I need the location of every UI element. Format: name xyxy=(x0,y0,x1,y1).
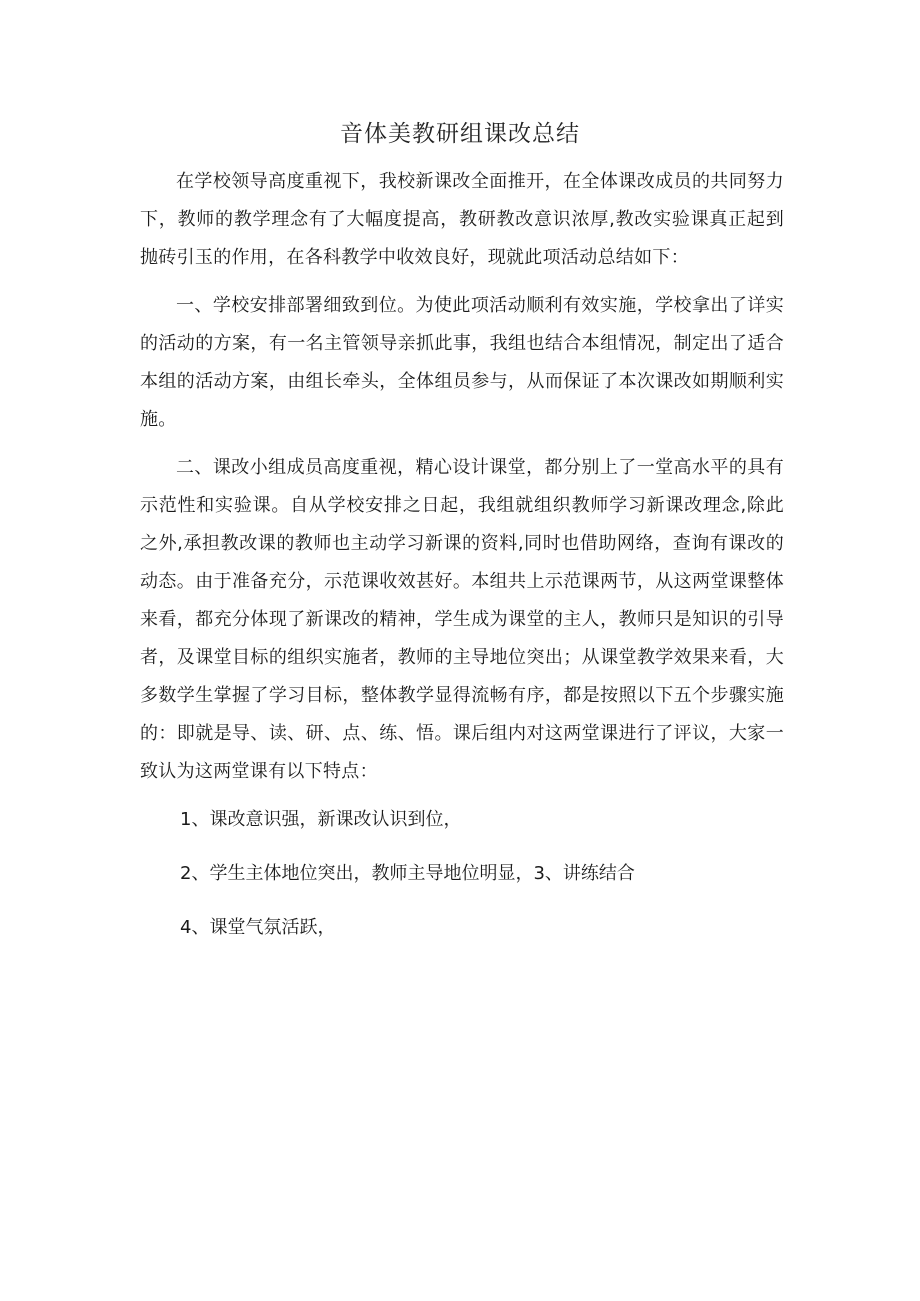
list-item-1: 1、课改意识强，新课改认识到位， xyxy=(180,809,462,830)
paragraph-section-1: 一、学校安排部署细致到位。为使此项活动顺利有效实施，学校拿出了详实的活动的方案，有一名主管领导亲抓此事，我组也结合本组情况，制定出了适合本组的活动方案，由组长牵头，全体组员参与，从而保证了本次课改如期顺利实施。 xyxy=(140,295,784,430)
paragraph-section-2: 二、课改小组成员高度重视，精心设计课堂，都分别上了一堂高水平的具有示范性和实验课。自从学校安排之日起，我组就组织教师学习新课改理念,除此之外,承担教改课的教师也主动学习新课的资料,同时也借助网络，查询有课改的动态。由于准备充分，示范课收效甚好。本组共上示范课两节，从这两堂课整体来看，都充分体现了新课改的精神，学生成为课堂的主人，教师只是知识的引导者，及课堂目标的组织实施者，教师的主导地位突出；从课堂教学效果来看，大多数学生掌握了学习目标，整体教学显得流畅有序，都是按照以下五个步骤实施的：即就是导、读、研、点、练、悟。课后组内对这两堂课进行了评议，大家一致认为这两堂课有以下特点： xyxy=(140,457,784,782)
paragraph-intro: 在学校领导高度重视下，我校新课改全面推开，在全体课改成员的共同努力下，教师的教学理念有了大幅度提高，教研教改意识浓厚,教改实验课真正起到抛砖引玉的作用，在各科教学中收效良好，现就此项活动总结如下： xyxy=(140,171,784,268)
list-item-4: 4、课堂气氛活跃， xyxy=(180,917,336,938)
document-body xyxy=(140,163,784,963)
list-item-2: 2、学生主体地位突出，教师主导地位明显，3、讲练结合 xyxy=(180,863,635,884)
document-title: 音体美教研组课改总结 xyxy=(340,121,580,147)
